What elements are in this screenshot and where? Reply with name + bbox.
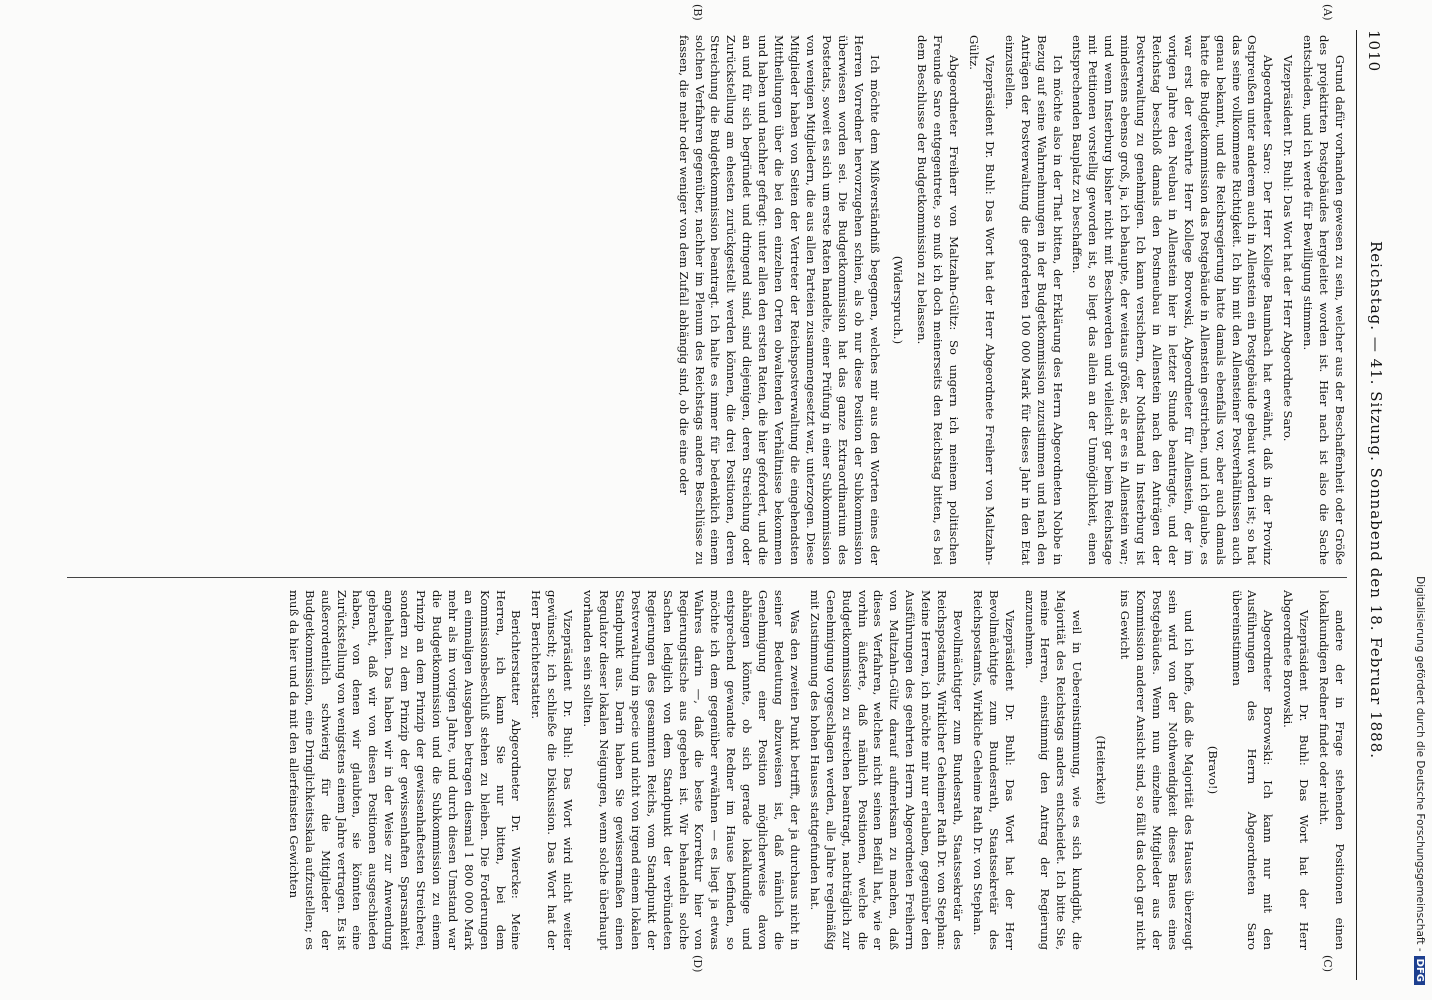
right-column: [67, 590, 1347, 950]
column-rule: [67, 577, 1347, 578]
running-title: Reichstag. — 41. Sitzung. Sonnabend den 18. Februar 1888.: [1367, 240, 1385, 760]
paragraph: Ich möchte dem Mißverständniß begegnen, welches mir aus den Worten eines der Herren Vorredner hervorzugehen schien, als ob nur diese Position der Subkommission überwiesen worden sei. Die Budgetkommission hat das ganze Extraordinarium des Postetats, soweit es sich um erste Raten handelte, einer Prüfung in einer Subkommission von wenigen Mitgliedern, die aus allen Parteien zusammengesetzt war, unterzogen. Diese Mitglieder haben von Seiten der Vertreter der Reichspostverwaltung die eingehendsten Mittheilungen über die bei den einzelnen Orten obwaltenden Verhältnisse bekommen und haben und nachher gefragt: unter allen den ersten Raten, die hier gefordert, und die an und für sich begründet und dringend sind, sind diejenigen, deren Streichung oder Zurückstellung am ehesten zurückgestellt werden können, die drei Positionen, deren Streichung die Budgetkommission beantragt. Ich halte es immer für bedenklich einem solchen Verfahren gegenüber, nachher im Plenum des Reichstags andere Beschlüsse zu fassen, die mehr oder weniger von dem Zufall abhängig sind, ob die eine oder: [676, 35, 882, 565]
page-header: [1357, 20, 1397, 980]
margin-mark-b: (B): [691, 4, 704, 21]
paragraph: Abgeordneter Freiherr von Maltzahn-Gültz: So ungern ich meinem politischen Freunde Saro entgegentrete, so muß ich doch meinerseits den Reichstag bitten, es bei dem Beschlusse der Budgetkommission zu belassen.: [915, 35, 962, 565]
paragraph: Ich möchte also in der That bitten, der Erklärung des Herrn Abgeordneten Nobbe in Bezug auf seine Wahrnehmungen in der Budgetkommission zuzustimmen und nach den Anträgen der Postverwaltung die geforderten 100 000 Mark für dieses Jahr in den Etat einzustellen.: [1002, 35, 1065, 565]
interjection: (Heiterkeit): [1094, 735, 1109, 805]
paragraph: Vizepräsident Dr. Buhl: Das Wort hat der Herr Abgeordnete Borowski.: [1281, 590, 1312, 950]
interjection: (Bravo!): [1205, 745, 1220, 795]
paragraph: Vizepräsident Dr. Buhl: Das Wort hat der Herr Abgeordnete Saro.: [1281, 55, 1296, 442]
paragraph: Vizepräsident Dr. Buhl: Das Wort wird nicht weiter gewünscht; ich schließe die Diskussion. Das Wort hat der Herr Berichterstatter.: [529, 590, 576, 950]
paragraph: Abgeordneter Saro: Der Herr Kollege Baumbach hat erwähnt, daß in der Provinz Ostpreußen unter anderem auch in Allenstein ein Postgebäude gebaut worden ist; so hat das seine vollkommene Richtigkeit. Ich bin mit den Allensteiner Postverhältnissen auch genau bekannt, und die Reichsregierung hatte damals ebenfalls vor, aber auch damals hatte die Budgetkommission das Postgebäude in Allenstein gestrichen, und ich glaube, es war erst der verehrte Herr Kollege Borowski, Abgeordneter für Allenstein, der im vorigen Jahre den Neubau in Allenstein hier in letzter Stunde beantragte, und der Reichstag beschloß damals den Postneubau in Allenstein nach den Anträgen der Postverwaltung zu genehmigen. Ich kann versichern, der Nothstand in Insterburg ist mindestens ebenso groß, ja, ich behaupte, der weitaus größer, als er es in Allenstein war; und wenn Insterburg bisher nicht mit Beschwerden und vielleicht gar beim Reichstage mit Petitionen vorstellig geworden ist, so liegt das allein an der Unmöglichkeit, einen entsprechenden Bauplatz zu beschaffen.: [1070, 35, 1276, 565]
paragraph: andere der in Frage stehenden Positionen einen lokalkundigen Redner findet oder nicht.: [1317, 590, 1347, 950]
paragraph: Grund dafür vorhanden gewesen zu sein, welcher aus der Beschaffenheit oder Größe des projektirten Postgebäudes hergeleitet worden ist. Hier nach ist also die Sache entschieden, und ich werde für Bewilligung stimmen.: [1301, 35, 1347, 565]
paragraph: weil in Uebereinstimmung, wie es sich kundgibt, die Majorität des Reichstags anders entscheidet. Ich bitte Sie, meine Herren, einstimmig den Antrag der Regierung anzunehmen.: [1022, 590, 1085, 950]
paragraph: Vizepräsident Dr. Buhl: Das Wort hat der Herr Abgeordnete Freiherr von Maltzahn-Gültz.: [967, 35, 997, 565]
rotated-document: [35, 0, 1405, 1000]
paragraph: Vizepräsident Dr. Buhl: Das Wort hat der Herr Bevollmächtigte zum Bundesrath, Staatssekretär des Reichspostamts, Wirkliche Geheime Rath Dr. von Stephan.: [970, 590, 1017, 950]
paragraph: Berichterstatter Abgeordneter Dr. Wiercke: Meine Herren, ich kann Sie nur bitten, bei dem Kommissionsbeschluß stehen zu bleiben. Die Forderungen an einmaligen Ausgaben betragen diesmal 1 800 000 Mark mehr als im vorigen Jahre, und durch diesen Umstand war die Budgetkommission und die Subkommission zu einem Prinzip an dem Prinzip der gewissenhaftesten Streicherei, sondern zu dem Prinzip der gewissenhaften Sparsamkeit angehalten. Das haben wir in der Weise zur Anwendung gebracht, daß wir von diesen Positionen ausgeschieden haben, von denen wir glaubten, sie könnten eine Zurückstellung von wenigstens einem Jahre vertragen. Es ist außerordentlich schwierig für die Mitglieder der Budgetkommission, eine Dringlichkeitsskala aufzustellen; es muß da hier und da mit den allerfeinsten Gewichten: [286, 590, 524, 950]
margin-mark-d: (D): [691, 955, 704, 973]
interjection: (Widerspruch.): [891, 255, 906, 345]
dfg-logo-icon: DFG: [1414, 956, 1425, 985]
paragraph: Was den zweiten Punkt betrifft, der ja durchaus nicht in seiner Bedeutung abzuweisen ist, daß nämlich die Genehmigung einer Position möglicherweise davon abhängen könnte, ob sich gerade lokalkundige und entsprechend gewandte Redner im Hause befinden, so möchte ich dem gegenüber erwähnen — es liegt ja etwas Wahres darin —, daß die beste Korrektur hier von Regierungstische aus gegeben ist. Wir behandeln solche Sachen lediglich von dem Standpunkt der verbündeten Regierungen des gesammten Reichs, vom Standpunkt der Postverwaltung in specie und nicht von irgend einem lokalen Standpunkt aus. Darin haben Sie gewissermaßen einen Regulator dieser lokalen Neigungen, wenn solche überhaupt vorhanden sein sollten.: [581, 590, 802, 950]
paragraph: Abgeordneter Borowski: Ich kann nur mit den Ausführungen des Herrn Abgeordneten Saro übereinstimmen: [1229, 590, 1276, 950]
digitization-credit: [1412, 25, 1428, 985]
left-column: [67, 35, 1347, 565]
paragraph: Bevollmächtigter zum Bundesrath, Staatssekretär des Reichspostamts, Wirklicher Geheimer Rath Dr. von Stephan: Meine Herren, ich möchte mir nur erlauben, gegenüber den Ausführungen des geehrten Herrn Abgeordneten Freiherrn von Maltzahn-Gültz darauf aufmerksam zu machen, daß dieses Verfahren, welches nicht seinen Beifall hat, wie er vorhin äußerte, daß nämlich Positionen, welche die Budgetkommission zu streichen beantragt, nachträglich zur Genehmigung vorgeschlagen werden, alle Jahre regelmäßig mit Zustimmung des hohen Hauses stattgefunden hat.: [807, 590, 965, 950]
credit-text: [1410, 25, 1426, 985]
margin-mark-c: (C): [1321, 955, 1334, 972]
header-rule: [1356, 30, 1357, 980]
paragraph: und ich hoffe, daß die Majorität des Hauses überzeugt sein wird von der Nothwendigkeit dieses Baues eines Postgebäudes. Wenn nun einzelne Mitglieder aus der Kommission anderer Ansicht sind, so fällt das doch gar nicht ins Gewicht: [1118, 590, 1196, 950]
credit-label: Digitalisierung gefördert durch die Deutsche Forschungsgemeinschaft -: [1414, 576, 1426, 952]
margin-mark-a: (A): [1321, 4, 1334, 21]
page-number: 1010: [1365, 30, 1383, 73]
